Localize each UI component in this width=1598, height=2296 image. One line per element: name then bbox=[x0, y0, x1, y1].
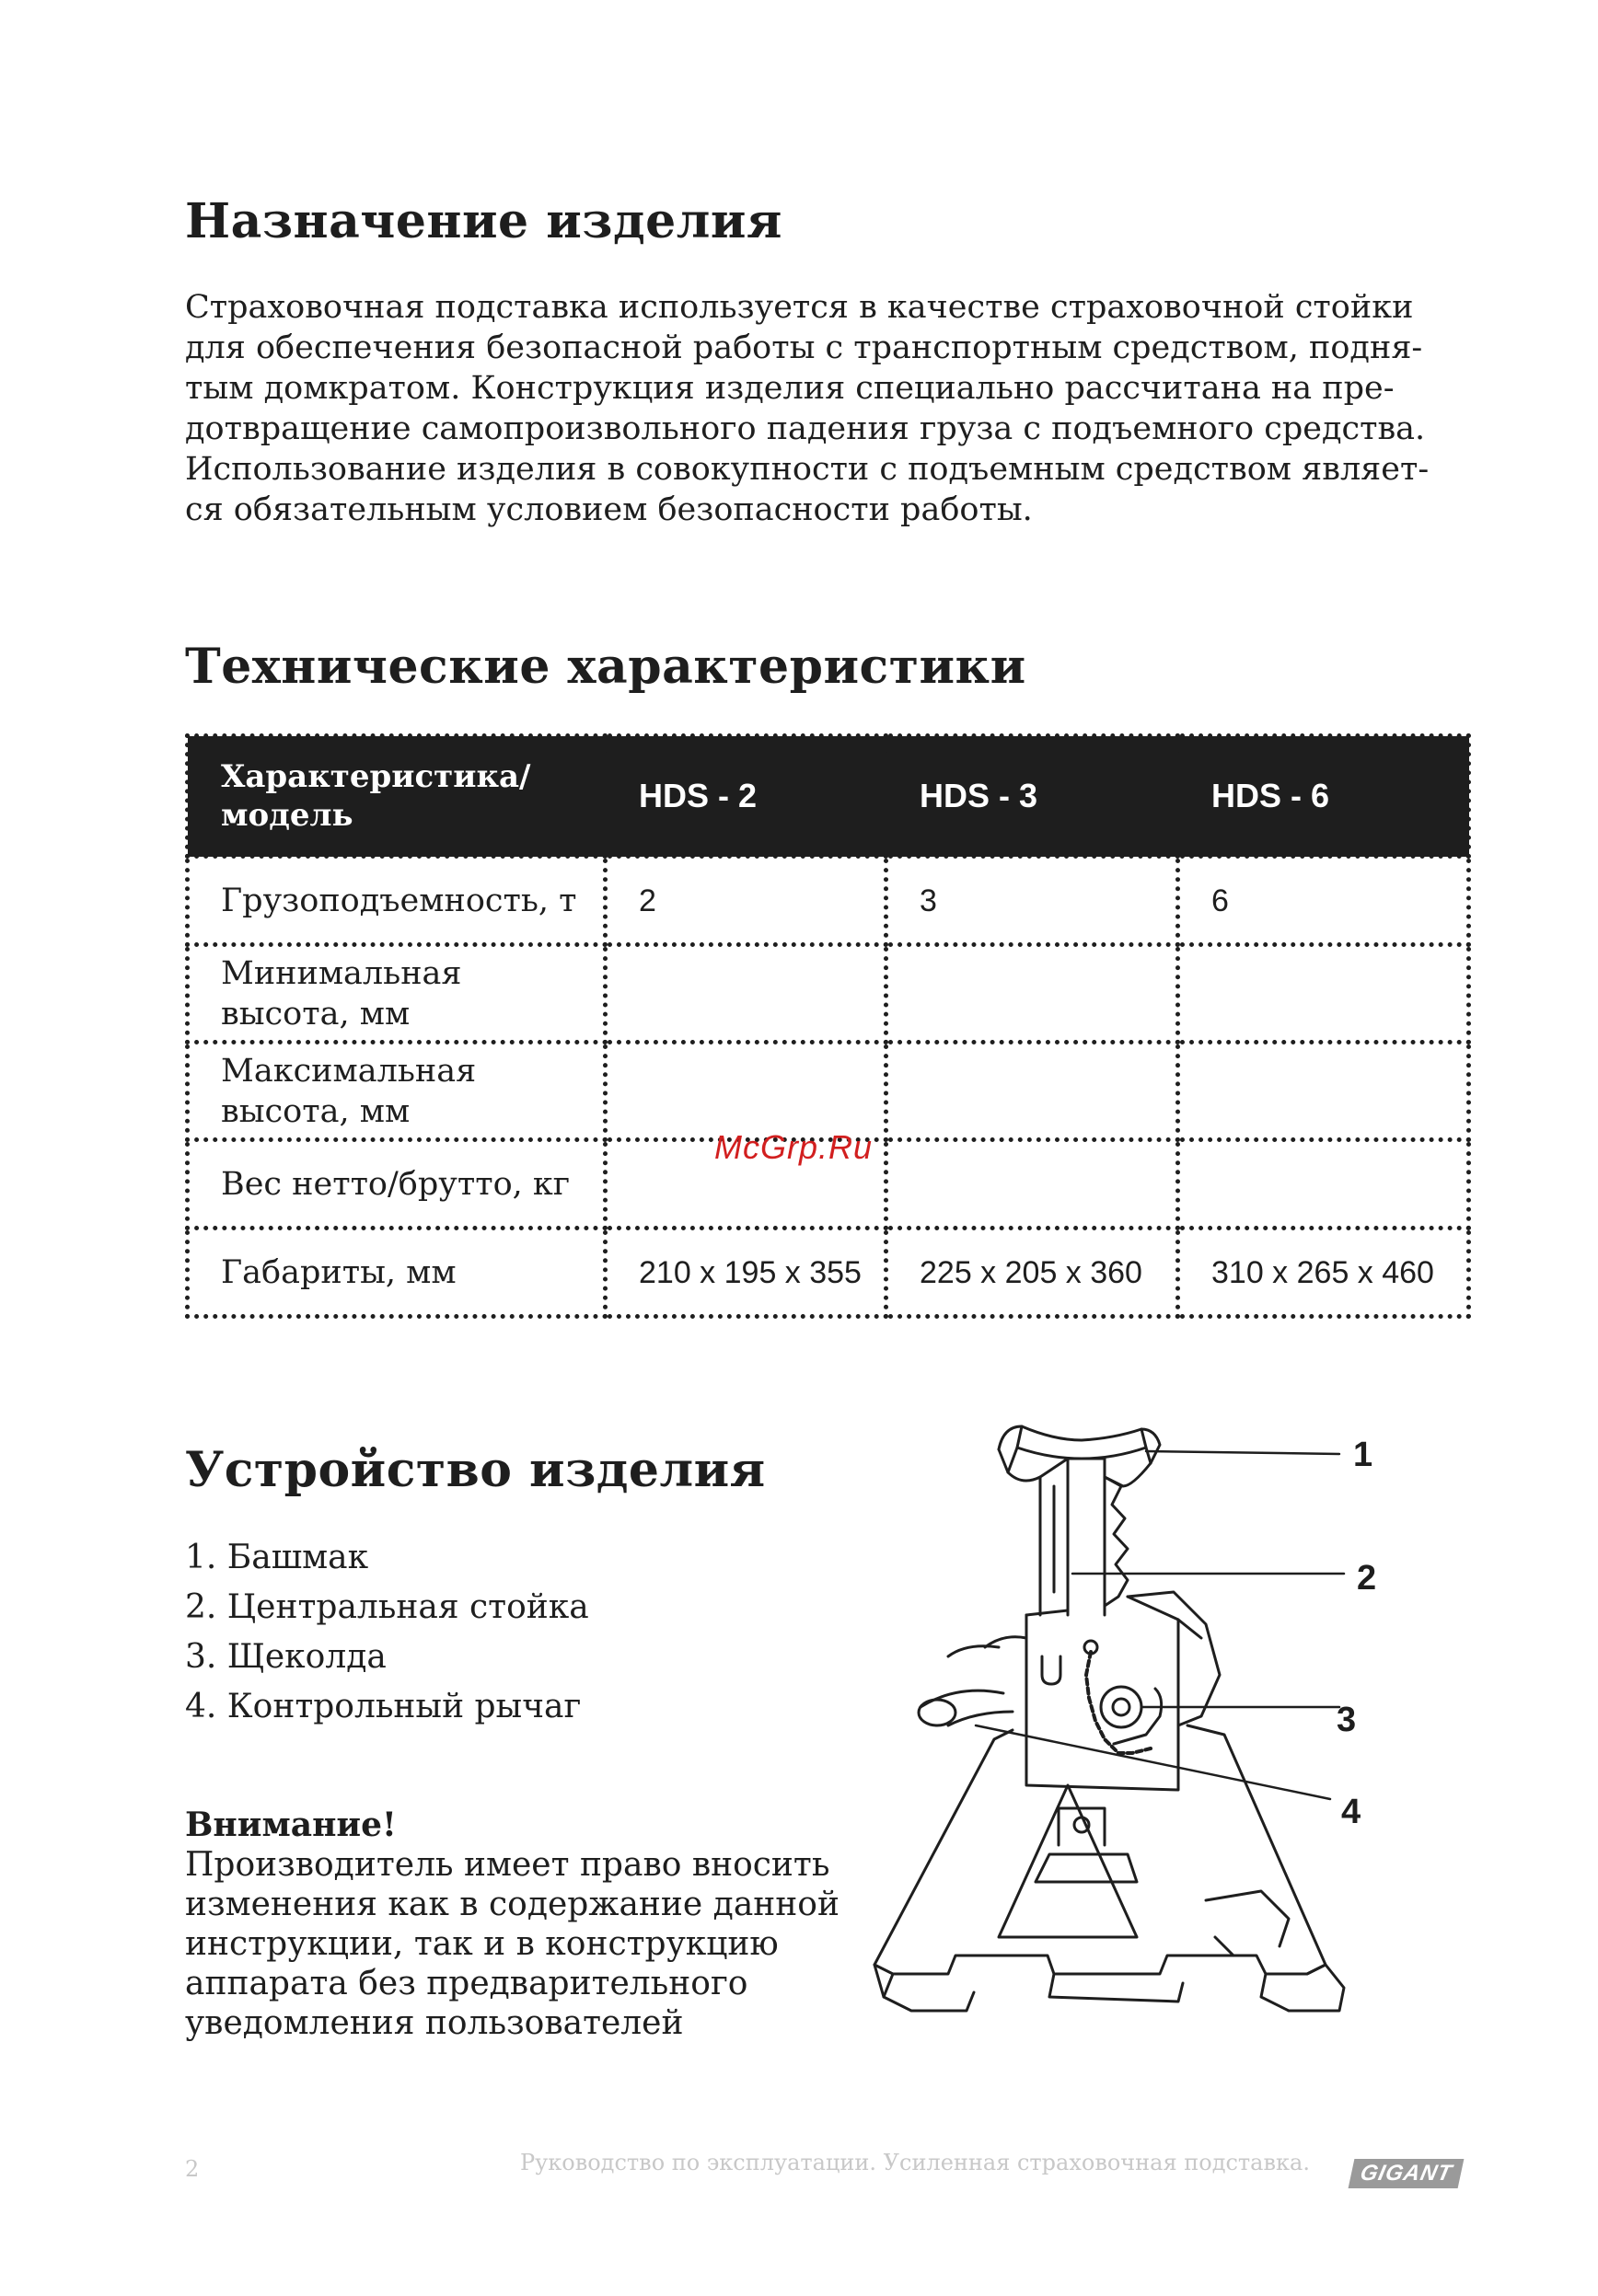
specs-title: Технические характеристики bbox=[185, 639, 1026, 695]
row-label: Грузоподъемность, т bbox=[188, 857, 606, 945]
cell-value bbox=[606, 1043, 886, 1140]
table-row bbox=[188, 1043, 1469, 1140]
cell-value bbox=[886, 1043, 1178, 1140]
warning-line: изменения как в содержание данной bbox=[185, 1886, 840, 1923]
cell-value: 3 bbox=[886, 857, 1178, 945]
header-feature-line: Характеристика/ bbox=[221, 758, 531, 795]
purpose-line: ся обязательным условием безопасности работы. bbox=[185, 491, 1033, 528]
cell-value bbox=[1178, 945, 1469, 1043]
row-label bbox=[188, 1043, 606, 1140]
device-title: Устройство изделия bbox=[185, 1442, 766, 1498]
header-model-hds3: HDS - 3 bbox=[886, 736, 1178, 857]
row-label-line: Максимальная bbox=[221, 1052, 477, 1090]
list-item: 4. Контрольный рычаг bbox=[185, 1688, 582, 1725]
warning-title: Внимание! bbox=[185, 1806, 397, 1844]
watermark-text: McGrp.Ru bbox=[714, 1128, 874, 1166]
row-label-line: высота, мм bbox=[221, 995, 411, 1033]
row-label bbox=[188, 945, 606, 1043]
cell-value: 225 х 205 х 360 bbox=[886, 1229, 1178, 1317]
cell-value: 210 х 195 х 355 bbox=[606, 1229, 886, 1317]
cell-value bbox=[1178, 1140, 1469, 1229]
list-item: 2. Центральная стойка bbox=[185, 1588, 589, 1626]
purpose-line: Использование изделия в совокупности с подъемным средством являет- bbox=[185, 451, 1430, 488]
cell-value bbox=[886, 1140, 1178, 1229]
list-item: 3. Щеколда bbox=[185, 1638, 387, 1676]
brand-logo: GIGANT bbox=[1349, 2159, 1465, 2188]
row-label: Вес нетто/брутто, кг bbox=[188, 1140, 606, 1229]
cell-value: 2 bbox=[606, 857, 886, 945]
warning-block bbox=[185, 1806, 840, 2043]
row-label-line: Минимальная bbox=[221, 954, 462, 992]
cell-value bbox=[886, 945, 1178, 1043]
header-model-hds6: HDS - 6 bbox=[1178, 736, 1469, 857]
parts-list bbox=[185, 1533, 589, 1732]
cell-value: 6 bbox=[1178, 857, 1469, 945]
header-model-hds2: HDS - 2 bbox=[606, 736, 886, 857]
callout-1: 1 bbox=[1353, 1436, 1373, 1474]
jack-stand-illustration bbox=[828, 1422, 1399, 2057]
row-label: Габариты, мм bbox=[188, 1229, 606, 1317]
table-header-row bbox=[188, 736, 1469, 857]
specs-table bbox=[185, 733, 1471, 1319]
header-feature bbox=[188, 736, 606, 857]
purpose-title: Назначение изделия bbox=[185, 193, 782, 249]
callout-3: 3 bbox=[1337, 1701, 1357, 1739]
purpose-line: тым домкратом. Конструкция изделия специально рассчитана на пре- bbox=[185, 370, 1395, 407]
cell-value bbox=[1178, 1043, 1469, 1140]
warning-line: аппарата без предварительного bbox=[185, 1965, 748, 2002]
warning-line: Производитель имеет право вносить bbox=[185, 1846, 830, 1884]
table-row bbox=[188, 1229, 1469, 1317]
warning-line: инструкции, так и в конструкцию bbox=[185, 1925, 779, 1963]
header-feature-line: модель bbox=[221, 797, 353, 834]
footer-text: Руководство по эксплуатации. Усиленная страховочная подставка. bbox=[520, 2150, 1310, 2175]
row-label-line: высота, мм bbox=[221, 1092, 411, 1130]
purpose-line: дотвращение самопроизвольного падения груза с подъемного средства. bbox=[185, 410, 1426, 447]
purpose-line: для обеспечения безопасной работы с транспортным средством, подня- bbox=[185, 329, 1423, 366]
table-row bbox=[188, 857, 1469, 945]
purpose-line: Страховочная подставка используется в качестве страховочной стойки bbox=[185, 289, 1414, 326]
callout-2: 2 bbox=[1357, 1559, 1377, 1598]
list-item: 1. Башмак bbox=[185, 1539, 369, 1576]
callout-4: 4 bbox=[1341, 1793, 1361, 1831]
warning-line: уведомления пользователей bbox=[185, 2004, 684, 2042]
table-row bbox=[188, 945, 1469, 1043]
cell-value bbox=[606, 945, 886, 1043]
cell-value: 310 х 265 х 460 bbox=[1178, 1229, 1469, 1317]
page-number: 2 bbox=[185, 2156, 200, 2182]
purpose-paragraph bbox=[185, 287, 1429, 530]
